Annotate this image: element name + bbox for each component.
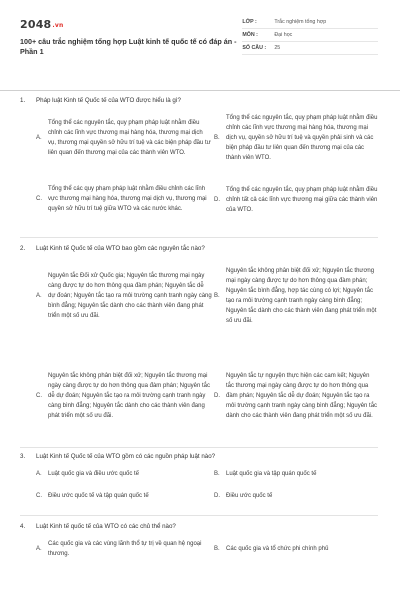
option-text: Điều ước quốc tế [226, 493, 273, 500]
option-letter: B. [214, 546, 220, 553]
option-text: Điều ước quốc tế và tập quán quốc tế [48, 493, 149, 500]
option-b[interactable] [214, 544, 378, 556]
option-text: Luật quốc gia và điều ước quốc tế [48, 471, 140, 478]
question-prompt: Luật Kinh tế quốc tế của WTO có các chủ thể nào? [36, 523, 176, 530]
option-d[interactable] [214, 357, 378, 437]
option-letter: A. [36, 471, 42, 478]
option-letter: A. [36, 135, 42, 142]
option-text: Các quốc gia và tổ chức phi chính phủ [226, 546, 329, 553]
option-b[interactable] [214, 257, 378, 337]
document-title: 100+ câu trắc nghiệm tổng hợp Luật kinh tế quốc tế có đáp án - Phần 1 [20, 37, 237, 56]
question-text [20, 523, 176, 530]
meta-value: Trắc nghiệm tổng hợp [274, 19, 327, 25]
question-text [20, 453, 215, 460]
option-letter: A. [36, 546, 42, 553]
option-letter: B. [214, 471, 220, 478]
meta-row-subject [242, 29, 378, 42]
option-letter: C. [36, 393, 42, 400]
option-d[interactable] [214, 181, 378, 221]
option-text: Nguyên tắc Đối xử Quốc gia; Nguyên tắc thương mại ngày càng được tự do hơn thông qua đàm phán; Nguyên tắc dễ dự đoán; Nguyên tắc tạo ra môi trường cạnh tranh ngày càng bình đẳng; Nguyên tắc dành cho các thành viên đang phát triển một số ưu đãi. [48, 273, 212, 319]
option-text: Tổng thể các nguyên tắc, quy phạm pháp luật nhằm điều chỉnh các lĩnh vực thương mại hàng hóa, thương mại dịch vụ, quyền sở hữu trí tuệ và quyền phải sinh và các biện pháp đầu tư liên quan đến thương mại của các thành viên WTO. [226, 115, 378, 161]
question-number: 2. [20, 245, 26, 252]
question-text [20, 97, 181, 104]
option-a[interactable] [36, 539, 212, 561]
meta-value: 25 [274, 45, 281, 51]
option-text: Tổng thể các quy phạm pháp luật nhằm điều chỉnh các lĩnh vực thương mại hàng hóa, thương mại dịch vụ, thương mại quyền sở hữu trí tuệ giữa WTO và các nước khác. [48, 186, 207, 212]
meta-row-count [242, 42, 378, 55]
meta-key: MÔN : [242, 32, 258, 38]
option-c[interactable] [36, 357, 212, 437]
option-letter: B. [214, 135, 220, 142]
header-divider [0, 90, 400, 91]
option-letter: C. [36, 493, 42, 500]
option-letter: D. [214, 493, 220, 500]
option-letter: B. [214, 293, 220, 300]
question-divider [20, 447, 378, 448]
option-text: Nguyên tắc tự nguyện thực hiện các cam kết; Nguyên tắc thương mại ngày càng được tự do hơn thông qua đàm phán; Nguyên tắc dễ dự đoán; Nguyên tắc tạo ra môi trường cạnh tranh ngày càng bình đẳng; Nguyên tắc dành cho các thành viên đang phát triển một số ưu đãi. [226, 373, 378, 419]
meta-key: SỐ CÂU : [242, 45, 267, 51]
question-prompt: Pháp luật Kinh tế Quốc tế của WTO được hiểu là gì? [36, 97, 181, 104]
option-letter: D. [214, 393, 220, 400]
option-a[interactable] [36, 257, 212, 337]
question-divider [20, 515, 378, 516]
meta-key: LỚP : [242, 19, 257, 25]
question-number: 3. [20, 453, 26, 460]
question-text [20, 245, 205, 252]
option-text: Tổng thể các nguyên tắc, quy phạm pháp luật nhằm điều chỉnh các lĩnh vực thương mại hàng hóa, thương mại dịch vụ, thương mại quyền sở hữu trí tuệ và các biện pháp đầu tư liên quan đến thương mại của các thành viên WTO. [48, 120, 211, 156]
option-letter: C. [36, 196, 42, 203]
option-b[interactable] [214, 469, 378, 481]
option-text: Tổng thể các nguyên tắc, quy phạm pháp luật nhằm điều chỉnh tất cả các lĩnh vực thương mại giữa các thành viên của WTO. [226, 187, 378, 213]
logo-tld: .vn [52, 22, 64, 29]
site-logo[interactable] [20, 18, 242, 31]
option-text: Luật quốc gia và tập quán quốc tế [226, 471, 317, 478]
question-prompt: Luật Kinh tế Quốc tế của WTO bao gồm các nguyên tắc nào? [36, 245, 205, 252]
header-left [20, 16, 242, 57]
option-a[interactable] [36, 469, 212, 481]
option-c[interactable] [36, 175, 212, 225]
option-text: Nguyên tắc không phân biệt đối xử; Nguyên tắc thương mại ngày càng được tự do hơn thông qua đàm phán; Nguyên tắc dễ dự đoán; Nguyên tắc tạo ra môi trường cạnh tranh ngày càng bình đẳng; Nguyên tắc dành cho các thành viên đang phát triển một số ưu đãi. [48, 373, 211, 419]
option-letter: A. [36, 293, 42, 300]
document-header [20, 16, 378, 64]
meta-info-box [242, 16, 378, 55]
option-c[interactable] [36, 491, 212, 503]
meta-row-class [242, 16, 378, 29]
question-divider [20, 237, 378, 238]
question-number: 4. [20, 523, 26, 530]
option-text: Các quốc gia và các vùng lãnh thổ tự trị về quan hệ ngoại thương. [48, 541, 202, 557]
option-letter: D. [214, 197, 220, 204]
question-prompt: Luật Kinh tế Quốc tế của WTO gồm có các nguồn pháp luật nào? [36, 453, 216, 460]
option-b[interactable] [214, 109, 378, 169]
option-a[interactable] [36, 109, 212, 169]
option-d[interactable] [214, 491, 378, 503]
question-number: 1. [20, 97, 26, 104]
logo-text: 2048 [20, 18, 52, 31]
meta-value: Đại học [274, 32, 293, 38]
option-text: Nguyên tắc không phân biệt đối xử; Nguyên tắc thương mại ngày càng được tự do hơn thông qua đàm phán; Nguyên tắc bình đẳng, hợp tác cùng có lợi; Nguyên tắc tạo ra môi trường cạnh tranh ngày càng bình đẳng; Nguyên tắc dành cho các thành viên đang phát triển một số ưu đãi. [226, 268, 377, 324]
